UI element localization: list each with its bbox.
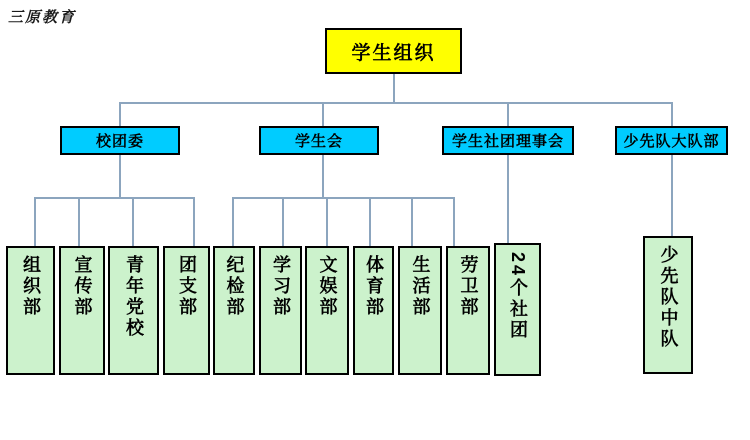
leaf-node-label: 学习部 [270, 255, 291, 318]
leaf-node [108, 246, 159, 375]
branch-node-school-league [60, 126, 180, 155]
root-node-label: 学生组织 [351, 42, 436, 64]
branch-node-club-council [442, 126, 574, 155]
leaf-node-label: 青年党校 [123, 255, 144, 339]
connector-line [507, 155, 509, 243]
connector-line [282, 197, 284, 246]
connector-line [453, 197, 455, 246]
branch-node-young-pioneers [615, 126, 728, 155]
connector-line [119, 102, 121, 126]
leaf-node-label: 体育部 [363, 255, 384, 318]
branch-node-label: 校团委 [95, 133, 144, 150]
connector-line [193, 197, 195, 246]
connector-line [119, 155, 121, 198]
branch-node-label: 学生会 [294, 133, 343, 150]
leaf-node [59, 246, 105, 375]
branch-node-label: 学生社团理事会 [451, 133, 564, 150]
branch-node-label: 少先队大队部 [623, 133, 720, 150]
root-node [325, 28, 462, 74]
leaf-node-label: 团支部 [176, 255, 197, 318]
leaf-node-label: 劳卫部 [458, 255, 479, 318]
connector-line [34, 197, 36, 246]
leaf-node-label: 宣传部 [72, 255, 93, 318]
connector-line [232, 197, 234, 246]
leaf-node [353, 246, 394, 375]
leaf-node-label: 24个社团 [507, 252, 528, 342]
leaf-node-label: 文娱部 [317, 255, 338, 318]
leaf-node [6, 246, 55, 375]
connector-line [326, 197, 328, 246]
leaf-node [643, 236, 693, 374]
connector-line [322, 155, 324, 198]
leaf-node-label: 纪检部 [224, 255, 245, 318]
branch-node-student-union [259, 126, 379, 155]
connector-line [507, 102, 509, 126]
leaf-node-label: 组织部 [20, 255, 41, 318]
leaf-node [398, 246, 442, 375]
connector-line [671, 155, 673, 236]
connector-line [671, 102, 673, 126]
leaf-node [213, 246, 255, 375]
connector-line [232, 197, 455, 199]
connector-line [78, 197, 80, 246]
connector-line [369, 197, 371, 246]
connector-line [132, 197, 134, 246]
leaf-node [163, 246, 210, 375]
connector-line [411, 197, 413, 246]
connector-line [322, 102, 324, 126]
connector-line [119, 102, 673, 104]
leaf-node-label: 生活部 [410, 255, 431, 318]
leaf-node [494, 243, 541, 376]
leaf-node [305, 246, 349, 375]
leaf-node [259, 246, 302, 375]
connector-line [393, 74, 395, 103]
connector-line [34, 197, 195, 199]
leaf-node-label: 少先队中队 [658, 245, 679, 350]
leaf-node [446, 246, 490, 375]
watermark: 三原教育 [8, 10, 77, 26]
